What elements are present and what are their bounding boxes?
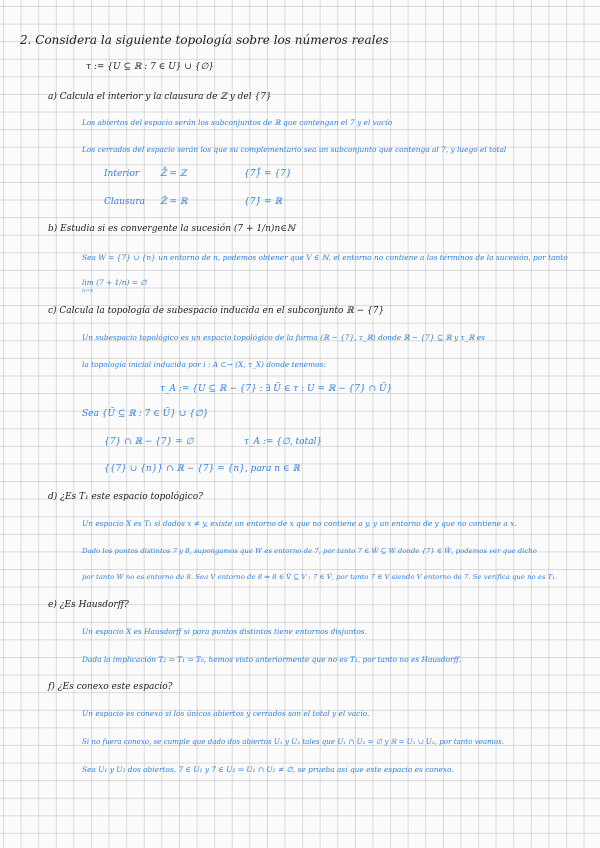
part-b-limit-sub: n→∞	[82, 288, 94, 294]
part-c-calc-1: {7} ∩ ℝ − {7} = ∅	[104, 437, 194, 447]
part-a-heading: a) Calcula el interior y la clausura de ℤ y del {7}	[48, 92, 272, 102]
part-b-heading: b) Estudia si es convergente la sucesión (7 + 1/n)n∈ℕ	[48, 224, 296, 234]
closure-seven: {7}̄ = ℝ	[244, 197, 282, 207]
part-c-sea: Sea {Ũ ⊆ ℝ : 7 ∈ Ũ} ∪ {∅}	[82, 409, 209, 419]
part-e-line-1: Un espacio X es Hausdorff si para puntos distintos tiene entornos disjuntos.	[82, 627, 367, 636]
interior-z: ℤ̊ = ℤ	[160, 169, 187, 179]
part-d-line-2: Dado los puntos distintos 7 y 8, supongamos que W es entorno de 7, por tanto 7 ∈ W̃ ⊆ W donde {7} ∈ W̃, podemos ver que dicho	[82, 547, 537, 555]
part-d-heading: d) ¿Es T₁ este espacio topológico?	[48, 492, 203, 502]
part-f-line-3: Sea U₁ y U₂ dos abiertos, 7 ∈ U₁ y 7 ∈ U₂ ⇒ U₁ ∩ U₂ ≠ ∅, se prueba así que este espacio es conexo.	[82, 765, 454, 774]
part-c-line-2: la topología inicial inducida por i : A ⊂→ (X, τ_X) donde tenemos:	[82, 360, 326, 369]
part-a-line-1: Los abiertos del espacio serán los subconjuntos de ℝ que contengan el 7 y el vacío	[82, 118, 393, 127]
part-f-line-2: Si no fuera conexo, se cumple que dado dos abiertos U₁ y U₂ tales que U₁ ∩ U₂ = ∅ y ℝ = U₁ ∪ U₂, por tanto veamos.	[82, 737, 505, 746]
part-f-heading: f) ¿Es conexo este espacio?	[48, 682, 173, 692]
part-c-formula: τ_A := {U ⊆ ℝ − {7} : ∃ Ũ ∈ τ : U = ℝ − {7} ∩ Ũ}	[160, 384, 393, 394]
interior-seven: {7}̊ = {7}	[244, 169, 292, 179]
part-b-limit: lim (7 + 1/n) = ∅	[82, 278, 147, 287]
interior-label: Interior	[104, 169, 140, 179]
part-b-line: Sea W = {7} ∪ {n} un entorno de n, podemos obtener que V ∈ ℕ, el entorno no contiene a los términos de la sucesión, por tanto	[82, 253, 568, 262]
part-d-line-1: Un espacio X es T₁ si dados x ≠ y, existe un entorno de x que no contiene a y, y un entorno de y que no contiene a x.	[82, 519, 517, 528]
part-f-line-1: Un espacio es conexo si los únicos abiertos y cerrados son el total y el vacío.	[82, 709, 370, 718]
part-d-line-3: por tanto W no es entorno de 8. Sea V entorno de 8 ⇒ 8 ∈ Ṽ ⊆ V : 7 ∈ Ṽ, por tanto 7 ∈ V siendo V entorno de 7. Se verifica que no es T₁.	[82, 573, 558, 581]
topology-definition: τ := {U ⊆ ℝ : 7 ∈ U} ∪ {∅}	[86, 62, 215, 72]
part-e-line-2: Dada la implicación T₂ ⇒ T₁ ⇒ T₀, hemos visto anteriormente que no es T₁, por tanto no es Hausdorff.	[82, 655, 462, 664]
part-c-heading: c) Calcula la topología de subespacio inducida en el subconjunto ℝ − {7}	[48, 306, 385, 316]
closure-label: Clausura	[104, 197, 146, 207]
part-a-line-2: Los cerrados del espacio serán los que su complementario sea un subconjunto que contenga al 7, y luego el total	[82, 145, 507, 154]
exercise-title: 2. Considera la siguiente topología sobre los números reales	[20, 33, 389, 47]
part-e-heading: e) ¿Es Hausdorff?	[48, 600, 129, 610]
part-c-calc-2: {{7} ∪ {n}} ∩ ℝ − {7} = {n}, para n ∈ ℝ	[104, 464, 300, 474]
closure-z: ℤ̄ = ℝ	[160, 197, 188, 207]
part-c-result: τ_A := {∅, total}	[244, 437, 323, 447]
part-c-line-1: Un subespacio topológico es un espacio topológico de la forma (ℝ − {7}, τ_ℝ) donde ℝ − {7} ⊆ ℝ y τ_ℝ es	[82, 333, 485, 342]
